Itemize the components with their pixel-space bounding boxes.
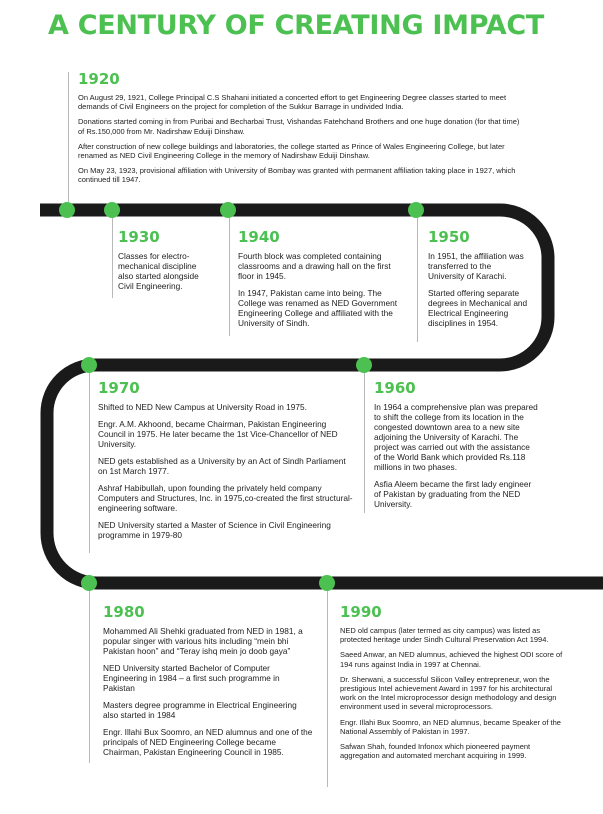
page-title: A CENTURY OF CREATING IMPACT [48, 10, 544, 41]
paragraph: Safwan Shah, founded Infonox which pioneered payment aggregation and automated merchant acquiring in 1999. [340, 742, 531, 761]
timeline-node-1940 [220, 202, 236, 218]
paragraph: Ashraf Habibullah, upon founding the privately held company Computers and Structures, Inc. in 1975,co-created the first structural-engineering software. [98, 483, 353, 513]
timeline-node-1950 [408, 202, 424, 218]
paragraph: On August 29, 1921, College Principal C.S Shahani initiated a concerted effort to get Engineering Degree classes started to meet demands of Civil Engineers on the project for completion of the Sukkur Barrage in undivided India. [78, 93, 507, 112]
connector-1940 [229, 218, 230, 336]
paragraph: Dr. Sherwani, a successful Silicon Valley entrepreneur, won the prestigious Intel achievement Award in 1997 for his architectural work on the Intel microprocessor design methodology and design environment used in several microprocessors. [340, 674, 557, 712]
paragraph: Engr. Illahi Bux Soomro, an NED alumnus, became Speaker of the National Assembly of Pakistan in 1997. [340, 717, 561, 736]
connector-1930 [112, 218, 113, 298]
paragraph: On May 23, 1923, provisional affiliation with University of Bombay was granted with permanent affiliation taking place in 1927, which continued till 1947. [78, 166, 516, 185]
year-1990: 1990 [340, 603, 382, 621]
paragraph: Started offering separate degrees in Mechanical and Electrical Engineering disciplines in 1954. [428, 288, 528, 328]
paragraph: NED University started a Master of Science in Civil Engineering programme in 1979-80 [98, 520, 331, 540]
connector-1970 [89, 373, 90, 553]
timeline-node-1960 [356, 357, 372, 373]
paragraph: NED old campus (later termed as city campus) was listed as protected heritage under Sindh Cultural Preservation Act 1994. [340, 626, 549, 645]
paragraph: Mohammed Ali Shehki graduated from NED in 1981, a popular singer with various hits including “mein bhi Pakistan hoon” and “Teray ishq mein jo doob gaya” [103, 626, 303, 656]
paragraph: In 1947, Pakistan came into being. The College was renamed as NED Government Engineering College and affiliated with the University of Sindh. [238, 288, 398, 328]
paragraph: Classes for electro-mechanical discipline also started alongside Civil Engineering. [118, 251, 199, 291]
decade-1960-text [374, 402, 539, 516]
paragraph: Shifted to NED New Campus at University Road in 1975. [98, 402, 307, 412]
timeline-node-1990 [319, 575, 335, 591]
year-1930: 1930 [118, 228, 160, 246]
paragraph: Saeed Anwar, an NED alumnus, achieved the highest ODI score of 194 runs against India in 1997 at Chennai. [340, 650, 563, 669]
paragraph: In 1964 a comprehensive plan was prepared to shift the college from its location in the congested downtown area to a new site adjoining the University of Karachi. The project was carried out with the assistance of the World Bank which provided Rs.118 millions in two phases. [374, 402, 538, 472]
paragraph: Engr. Illahi Bux Soomro, an NED alumnus and one of the principals of NED Engineering College became Chairman, Pakistan Engineering Council in 1985. [103, 727, 313, 757]
year-1940: 1940 [238, 228, 280, 246]
paragraph: Donations started coming in from Puribai and Becharbai Trust, Vishandas Fatehchand Brothers and one huge donation (for that time) of Rs.150,000 from Mr. Nadirshaw Eduiji Dinshaw. [78, 117, 520, 136]
decade-1980-text [103, 626, 313, 764]
timeline-node-1920 [59, 202, 75, 218]
decade-1920-text [78, 93, 523, 191]
year-1970: 1970 [98, 379, 140, 397]
timeline-node-1930 [104, 202, 120, 218]
decade-1940-text [238, 251, 403, 335]
paragraph: Engr. A.M. Akhoond, became Chairman, Pakistan Engineering Council in 1975. He later became the 1st Vice-Chancellor of NED University. [98, 419, 338, 449]
paragraph: Asfia Aleem became the first lady engineer of Pakistan by graduating from the NED University. [374, 479, 532, 509]
decade-1970-text [98, 402, 353, 547]
connector-1980 [89, 591, 90, 763]
paragraph: NED gets established as a University by an Act of Sindh Parliament on 1st March 1977. [98, 456, 346, 476]
decade-1950-text [428, 251, 528, 335]
year-1920: 1920 [78, 70, 120, 88]
year-1950: 1950 [428, 228, 470, 246]
decade-1990-text [340, 626, 565, 766]
connector-1960 [364, 373, 365, 513]
paragraph: After construction of new college buildings and laboratories, the college started as Prince of Wales Engineering College, but later renamed as NED Civil Engineering College in the memory of Nadirshaw Eduiji Dinshaw. [78, 141, 505, 161]
year-1960: 1960 [374, 379, 416, 397]
year-1980: 1980 [103, 603, 145, 621]
paragraph: In 1951, the affiliation was transferred to the University of Karachi. [428, 251, 524, 281]
connector-1950 [417, 218, 418, 342]
paragraph: Fourth block was completed containing classrooms and a drawing hall on the first floor in 1945. [238, 251, 391, 281]
connector-1920 [68, 72, 69, 202]
timeline-node-1980 [81, 575, 97, 591]
decade-1930-text [118, 251, 213, 298]
timeline-node-1970 [81, 357, 97, 373]
paragraph: Masters degree programme in Electrical Engineering also started in 1984 [103, 700, 297, 720]
paragraph: NED University started Bachelor of Computer Engineering in 1984 – a first such programme in Pakistan [103, 663, 280, 693]
connector-1990 [327, 591, 328, 787]
